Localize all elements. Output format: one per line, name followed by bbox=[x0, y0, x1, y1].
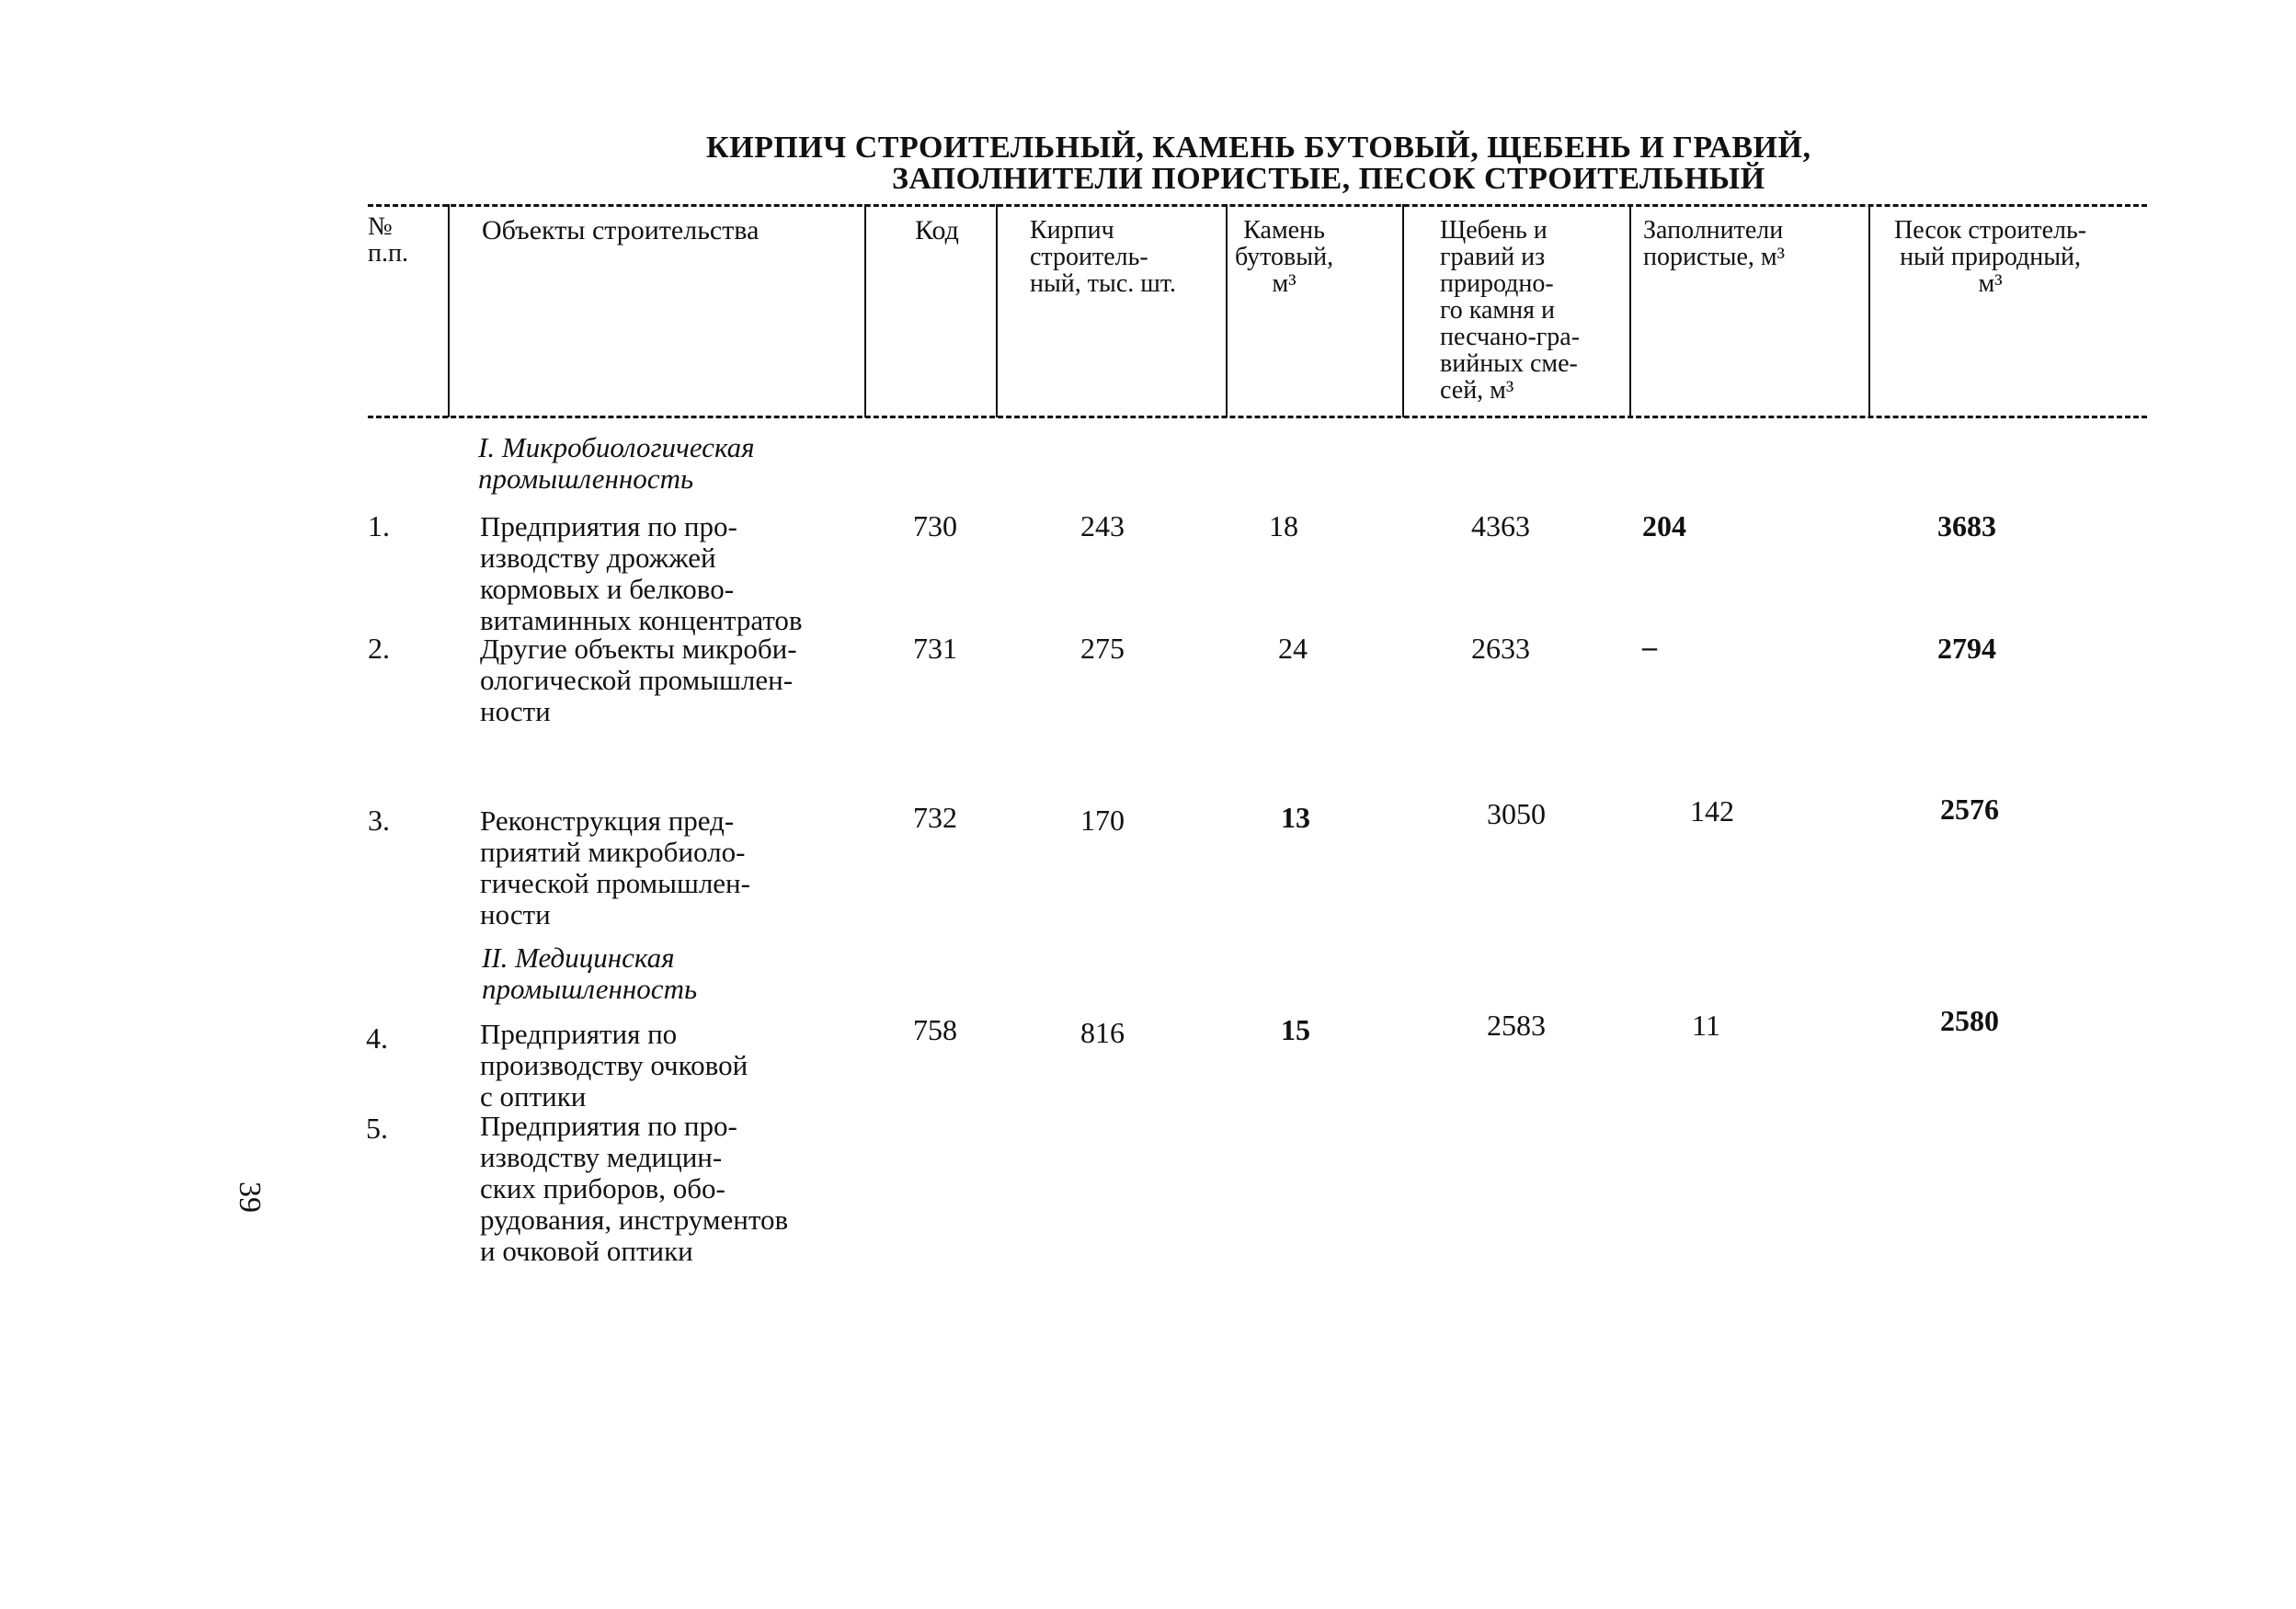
row-gravel: 3050 bbox=[1487, 797, 1546, 830]
row-code: 731 bbox=[913, 632, 957, 665]
row-sand: 3683 bbox=[1937, 509, 1996, 542]
row-code: 732 bbox=[913, 801, 957, 834]
row-brick: 816 bbox=[1080, 1016, 1125, 1049]
column-divider bbox=[864, 204, 866, 417]
row-fillers: 204 bbox=[1642, 509, 1686, 542]
header-fillers: Заполнители пористые, м³ bbox=[1643, 216, 1785, 271]
column-divider bbox=[1402, 204, 1404, 417]
header-objects: Объекты строительства bbox=[482, 215, 760, 245]
row-number: 4. bbox=[366, 1021, 388, 1055]
row-object-name: Предприятия по про- изводству медицин- ских приборов, обо- рудования, инструментов и очковой оптики bbox=[480, 1110, 789, 1267]
row-brick: 243 bbox=[1080, 509, 1125, 542]
row-object-name: Другие объекты микроби- ологической промышлен- ности bbox=[480, 633, 797, 727]
column-divider bbox=[1868, 204, 1870, 417]
row-object-name: Предприятия по про- изводству дрожжей кормовых и белково- витаминных концентратов bbox=[480, 510, 803, 636]
row-number: 1. bbox=[368, 509, 390, 542]
column-divider bbox=[448, 204, 450, 417]
row-gravel: 2633 bbox=[1471, 632, 1530, 665]
row-gravel: 4363 bbox=[1471, 509, 1530, 542]
row-object-name: Предприятия по производству очковой с оптики bbox=[480, 1018, 748, 1113]
header-code: Код bbox=[915, 215, 959, 245]
row-code: 730 bbox=[913, 509, 957, 542]
row-fillers: 11 bbox=[1692, 1009, 1720, 1042]
row-brick: 170 bbox=[1080, 804, 1125, 837]
row-sand: 2576 bbox=[1940, 793, 1999, 826]
row-sand: 2794 bbox=[1937, 632, 1996, 665]
row-number: 5. bbox=[366, 1112, 388, 1145]
document-title-line-1: КИРПИЧ СТРОИТЕЛЬНЫЙ, КАМЕНЬ БУТОВЫЙ, ЩЕБЕНЬ И ГРАВИЙ, bbox=[706, 131, 1811, 165]
section-title: II. Медицинская промышленность bbox=[482, 941, 698, 1005]
row-object-name: Реконструкция пред- приятий микробиоло- гической промышлен- ности bbox=[480, 804, 750, 930]
column-divider bbox=[1226, 204, 1228, 417]
page-number: 39 bbox=[233, 1181, 267, 1213]
column-divider bbox=[996, 204, 998, 417]
row-code: 758 bbox=[913, 1013, 957, 1046]
table-top-rule bbox=[368, 204, 2147, 207]
header-stone: Камень бутовый, м³ bbox=[1235, 216, 1334, 298]
column-divider bbox=[1629, 204, 1631, 417]
document-title-line-2: ЗАПОЛНИТЕЛИ ПОРИСТЫЕ, ПЕСОК СТРОИТЕЛЬНЫЙ bbox=[892, 162, 1765, 196]
row-fillers: 142 bbox=[1690, 794, 1734, 827]
section-title: I. Микробиологическая промышленность bbox=[478, 431, 755, 495]
row-gravel: 2583 bbox=[1487, 1009, 1546, 1042]
row-number: 3. bbox=[368, 804, 390, 837]
header-brick: Кирпич строитель- ный, тыс. шт. bbox=[1030, 216, 1176, 298]
table-header-bottom-rule bbox=[368, 416, 2147, 418]
header-number: № п.п. bbox=[368, 212, 408, 268]
row-stone: 24 bbox=[1278, 632, 1308, 665]
row-stone: 15 bbox=[1281, 1013, 1310, 1046]
row-number: 2. bbox=[368, 632, 390, 665]
row-stone: 13 bbox=[1281, 801, 1310, 834]
header-sand: Песок строитель- ный природный, м³ bbox=[1894, 216, 2087, 298]
header-gravel: Щебень и гравий из природно- го камня и песчано-гра- вийных сме- сей, м³ bbox=[1440, 216, 1581, 405]
row-fillers: – bbox=[1642, 630, 1657, 663]
row-sand: 2580 bbox=[1940, 1004, 1999, 1037]
row-stone: 18 bbox=[1269, 509, 1298, 542]
row-brick: 275 bbox=[1080, 632, 1125, 665]
